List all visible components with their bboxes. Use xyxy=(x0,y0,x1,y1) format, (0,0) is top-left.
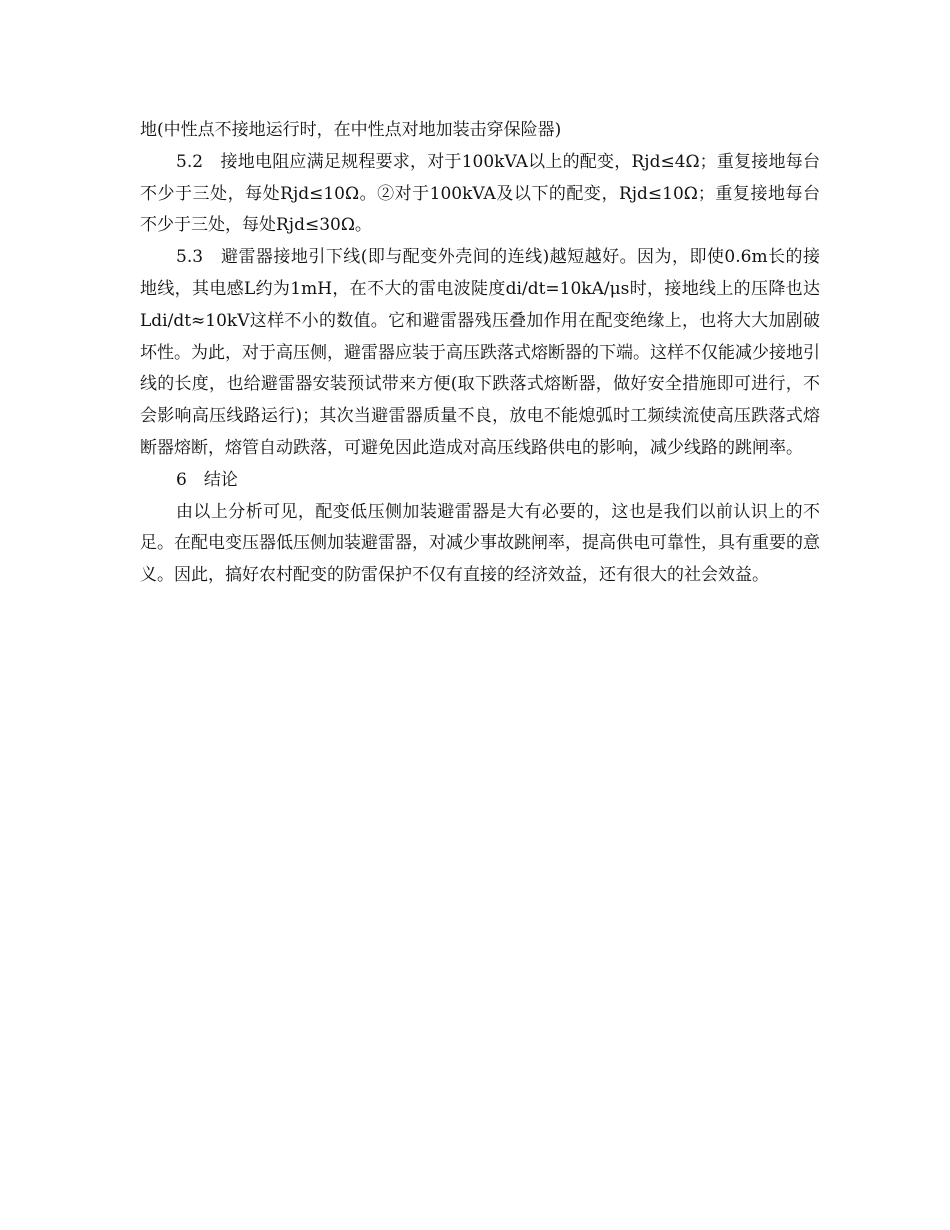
paragraph-section-5-3: 5.3 避雷器接地引下线(即与配变外壳间的连线)越短越好。因为，即使0.6m长的接地线，其电感L约为1mH，在不大的雷电波陡度di/dt=10kA/μs时，接地线上的压降也达Ldi/dt≈10kV这样不小的数值。它和避雷器残压叠加作用在配变绝缘上，也将大大加剧破坏性。为此，对于高压侧，避雷器应装于高压跌落式熔断器的下端。这样不仅能减少接地引线的长度，也给避雷器安装预试带来方便(取下跌落式熔断器，做好安全措施即可进行，不会影响高压线路运行)；其次当避雷器质量不良，放电不能熄弧时工频续流使高压跌落式熔断器熔断，熔管自动跌落，可避免因此造成对高压线路供电的影响，减少线路的跳闸率。 xyxy=(140,247,820,458)
document-body xyxy=(140,115,820,592)
paragraph-conclusion: 由以上分析可见，配变低压侧加装避雷器是大有必要的，这也是我们以前认识上的不足。在配电变压器低压侧加装避雷器，对减少事故跳闸率，提高供电可靠性，具有重要的意义。因此，搞好农村配变的防雷保护不仅有直接的经济效益，还有很大的社会效益。 xyxy=(140,501,820,586)
paragraph-section-5-2: 5.2 接地电阻应满足规程要求，对于100kVA以上的配变，Rjd≤4Ω；重复接地每台不少于三处，每处Rjd≤10Ω。②对于100kVA及以下的配变，Rjd≤10Ω；重复接地每台不少于三处，每处Rjd≤30Ω。 xyxy=(140,151,820,236)
paragraph-continuation: 地(中性点不接地运行时，在中性点对地加装击穿保险器) xyxy=(140,120,562,140)
section-heading-conclusion: 6 结论 xyxy=(176,469,238,490)
